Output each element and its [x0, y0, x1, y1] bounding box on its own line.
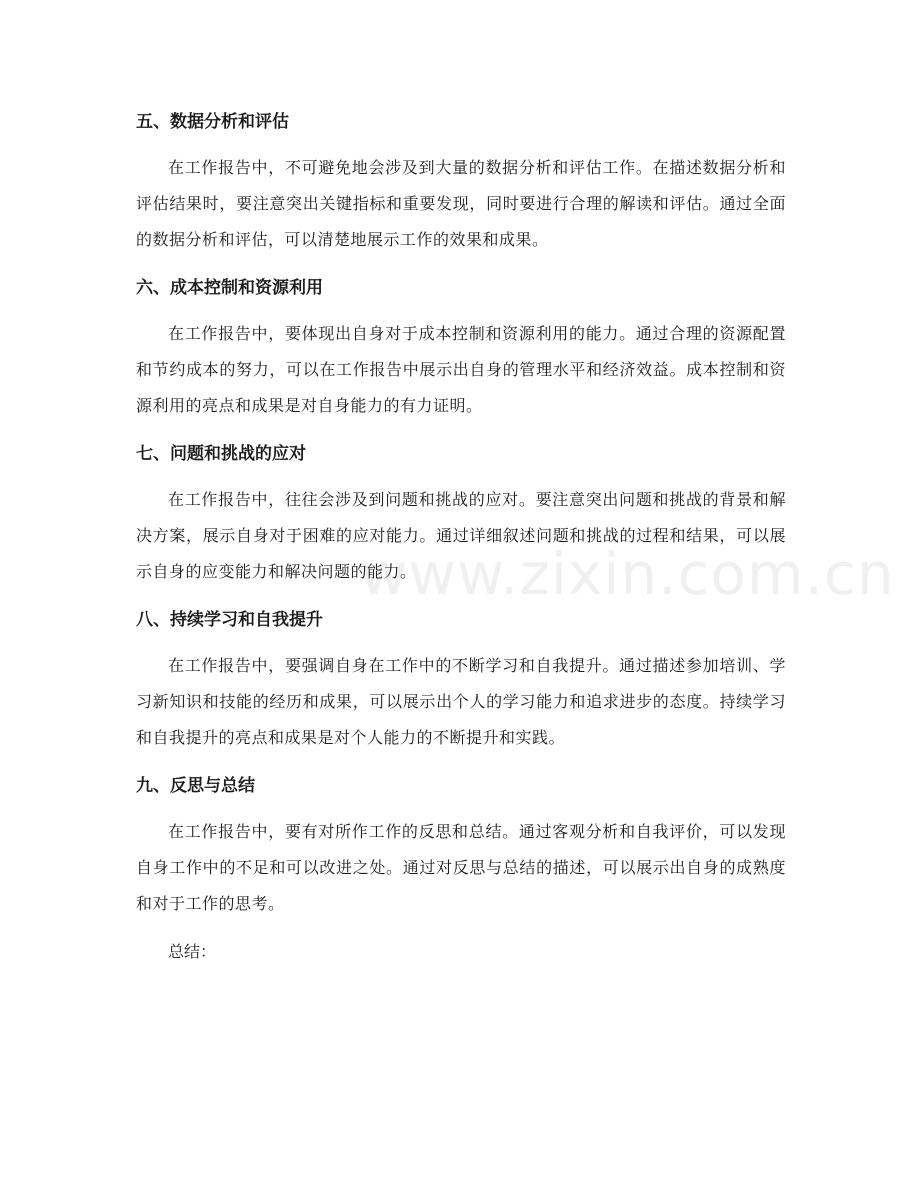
summary-label: 总结： [168, 942, 217, 961]
section-heading-8: 八、持续学习和自我提升 [136, 610, 323, 630]
section-paragraph-9: 在工作报告中，要有对所作工作的反思和总结。通过客观分析和自我评价，可以发现自身工作中的不足和可以改进之处。通过对反思与总结的描述，可以展示出自身的成熟度和对于工作的思考。 [136, 822, 786, 913]
section-heading-7: 七、问题和挑战的应对 [136, 444, 306, 464]
section-heading-9: 九、反思与总结 [136, 776, 255, 796]
section-paragraph-7: 在工作报告中，往往会涉及到问题和挑战的应对。要注意突出问题和挑战的背景和解决方案，展示自身对于困难的应对能力。通过详细叙述问题和挑战的过程和结果，可以展示自身的应变能力和解决问题的能力。 [136, 490, 786, 581]
section-paragraph-5: 在工作报告中，不可避免地会涉及到大量的数据分析和评估工作。在描述数据分析和评估结果时，要注意突出关键指标和重要发现，同时要进行合理的解读和评估。通过全面的数据分析和评估，可以清楚地展示工作的效果和成果。 [136, 158, 786, 249]
watermark: www.zixin.com.cn [360, 540, 895, 608]
section-paragraph-6: 在工作报告中，要体现出自身对于成本控制和资源利用的能力。通过合理的资源配置和节约成本的努力，可以在工作报告中展示出自身的管理水平和经济效益。成本控制和资源利用的亮点和成果是对自身能力的有力证明。 [136, 324, 786, 415]
section-heading-5: 五、数据分析和评估 [136, 112, 289, 132]
section-paragraph-8: 在工作报告中，要强调自身在工作中的不断学习和自我提升。通过描述参加培训、学习新知识和技能的经历和成果，可以展示出个人的学习能力和追求进步的态度。持续学习和自我提升的亮点和成果是对个人能力的不断提升和实践。 [136, 656, 786, 747]
document-content [136, 104, 786, 970]
section-heading-6: 六、成本控制和资源利用 [136, 278, 323, 298]
